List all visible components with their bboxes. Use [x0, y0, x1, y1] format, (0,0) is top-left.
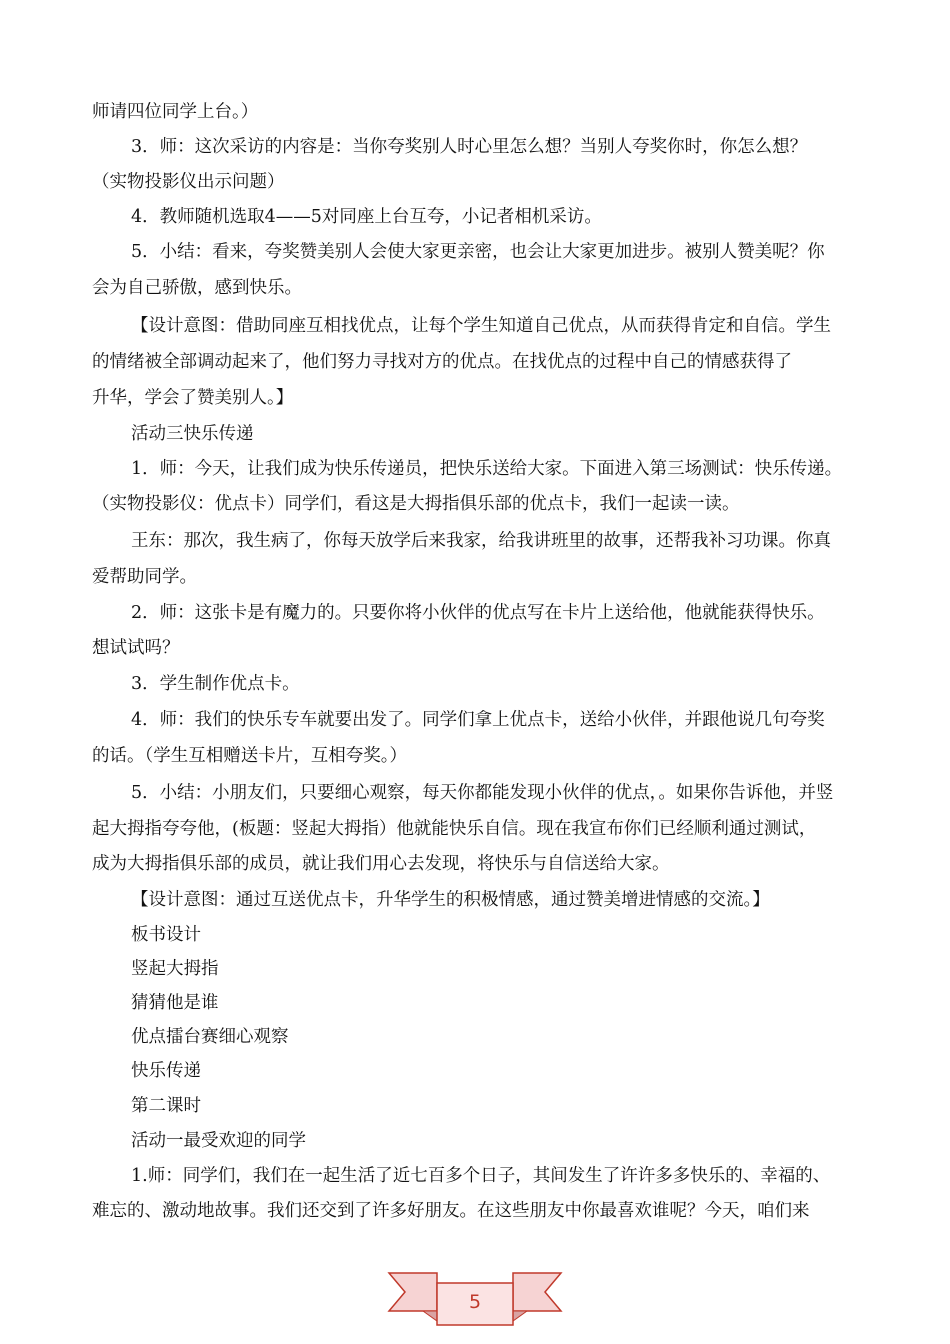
text-line: 3．学生制作优点卡。: [131, 674, 300, 694]
design-intent-line: 升华，学会了赞美别人。】: [92, 388, 294, 408]
board-item: 快乐传递: [131, 1061, 201, 1081]
section-heading: 活动一最受欢迎的同学: [131, 1131, 306, 1151]
text-line: （实物投影仪出示问题）: [92, 172, 285, 192]
text-line: 5．小结：小朋友们，只要细心观察，每天你都能发现小伙伴的优点，。如果你告诉他，并竖: [131, 783, 834, 803]
text-line: 5．小结：看来，夸奖赞美别人会使大家更亲密，也会让大家更加进步。被别人赞美呢？你: [131, 242, 825, 262]
section-heading: 活动三快乐传递: [131, 424, 254, 444]
text-line: 1.师：同学们，我们在一起生活了近七百多个日子，其间发生了许许多多快乐的、幸福的、: [131, 1166, 831, 1186]
text-line: 难忘的、激动地故事。我们还交到了许多好朋友。在这些朋友中你最喜欢谁呢？今天，咱们来: [92, 1201, 810, 1221]
text-line: 3．师：这次采访的内容是：当你夸奖别人时心里怎么想？当别人夸奖你时，你怎么想？: [131, 137, 808, 157]
text-line: 王东：那次，我生病了，你每天放学后来我家，给我讲班里的故事，还帮我补习功课。你真: [131, 531, 831, 551]
text-line: 2．师：这张卡是有魔力的。只要你将小伙伴的优点写在卡片上送给他，他就能获得快乐。: [131, 603, 825, 623]
section-heading: 板书设计: [131, 925, 201, 945]
text-line: 起大拇指夸夸他，(板题：竖起大拇指）他就能快乐自信。现在我宣布你们已经顺利通过测试，: [92, 819, 817, 839]
section-heading: 第二课时: [131, 1096, 201, 1116]
text-line: 会为自己骄傲，感到快乐。: [92, 278, 302, 298]
text-line: 爱帮助同学。: [92, 567, 197, 587]
design-intent-line: 【设计意图：通过互送优点卡，升华学生的积极情感，通过赞美增进情感的交流。】: [131, 890, 770, 910]
board-item: 优点擂台赛细心观察: [131, 1027, 289, 1047]
text-line: （实物投影仪：优点卡）同学们，看这是大拇指俱乐部的优点卡，我们一起读一读。: [92, 494, 740, 514]
text-line: 的话。（学生互相赠送卡片，互相夸奖。）: [92, 746, 407, 766]
design-intent-line: 的情绪被全部调动起来了，他们努力寻找对方的优点。在找优点的过程中自己的情感获得了: [92, 352, 792, 372]
page-number-badge: [385, 1265, 565, 1329]
board-item: 猜猜他是谁: [131, 993, 219, 1013]
page-number: 5: [468, 1291, 482, 1313]
text-line: 想试试吗？: [92, 638, 180, 658]
text-line: 4．师：我们的快乐专车就要出发了。同学们拿上优点卡，送给小伙伴，并跟他说几句夸奖: [131, 710, 825, 730]
design-intent-line: 【设计意图：借助同座互相找优点，让每个学生知道自己优点，从而获得肯定和自信。学生: [131, 316, 831, 336]
text-line: 成为大拇指俱乐部的成员，就让我们用心去发现，将快乐与自信送给大家。: [92, 854, 670, 874]
text-line: 师请四位同学上台。）: [92, 102, 259, 122]
text-line: 1．师：今天，让我们成为快乐传递员，把快乐送给大家。下面进入第三场测试：快乐传递。: [131, 459, 843, 479]
board-item: 竖起大拇指: [131, 959, 219, 979]
text-line: 4．教师随机选取4——5对同座上台互夸，小记者相机采访。: [131, 207, 602, 227]
